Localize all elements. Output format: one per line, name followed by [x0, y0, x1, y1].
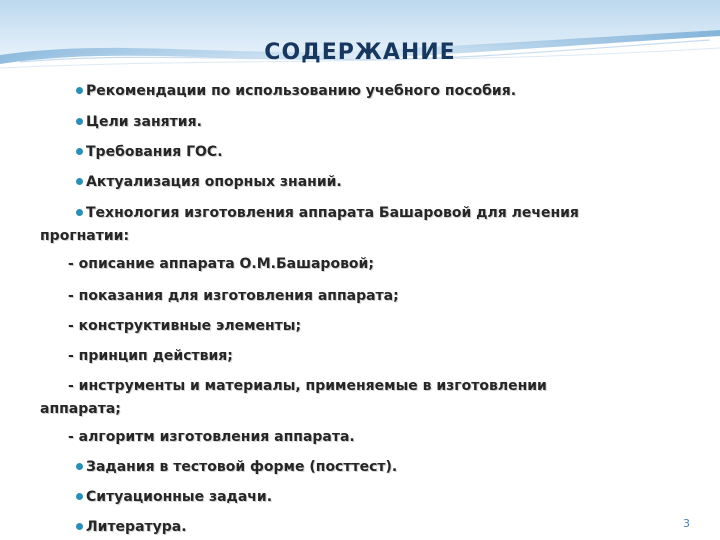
- sub-item: - принцип действия;: [68, 348, 233, 364]
- list-item-continuation: прогнатии:: [40, 228, 130, 244]
- bullet-icon: [76, 463, 83, 470]
- list-item: [76, 174, 342, 190]
- bullet-icon: [76, 118, 83, 125]
- bullet-icon: [76, 523, 83, 530]
- list-item: [76, 519, 187, 535]
- page-number: 3: [683, 517, 690, 530]
- list-item-text: Цели занятия.: [86, 114, 202, 130]
- list-item-text: Рекомендации по использованию учебного пособия.: [86, 83, 517, 99]
- list-item-text: Технология изготовления аппарата Башаровой для лечения: [86, 205, 579, 221]
- list-item: [76, 144, 223, 160]
- list-item-text: Ситуационные задачи.: [86, 489, 273, 505]
- slide-title: СОДЕРЖАНИЕ: [264, 40, 456, 65]
- list-item: [76, 205, 579, 221]
- sub-item-continuation: аппарата;: [40, 401, 121, 417]
- bullet-icon: [76, 493, 83, 500]
- sub-item: - описание аппарата О.М.Башаровой;: [68, 256, 374, 272]
- list-item-text: Литература.: [86, 519, 187, 535]
- list-item: [76, 489, 272, 505]
- bullet-icon: [76, 178, 83, 185]
- sub-item: - показания для изготовления аппарата;: [68, 288, 399, 304]
- list-item: [76, 459, 397, 475]
- list-item-text: Задания в тестовой форме (посттест).: [86, 459, 398, 475]
- list-item: [76, 114, 202, 130]
- sub-item: - конструктивные элементы;: [68, 318, 302, 334]
- bullet-icon: [76, 148, 83, 155]
- bullet-icon: [76, 209, 83, 216]
- sub-item: - алгоритм изготовления аппарата.: [68, 429, 355, 445]
- list-item-text: Актуализация опорных знаний.: [86, 174, 342, 190]
- list-item: [76, 83, 516, 99]
- list-item-text: Требования ГОС.: [86, 144, 223, 160]
- sub-item: - инструменты и материалы, применяемые в изготовлении: [68, 378, 547, 394]
- bullet-icon: [76, 87, 83, 94]
